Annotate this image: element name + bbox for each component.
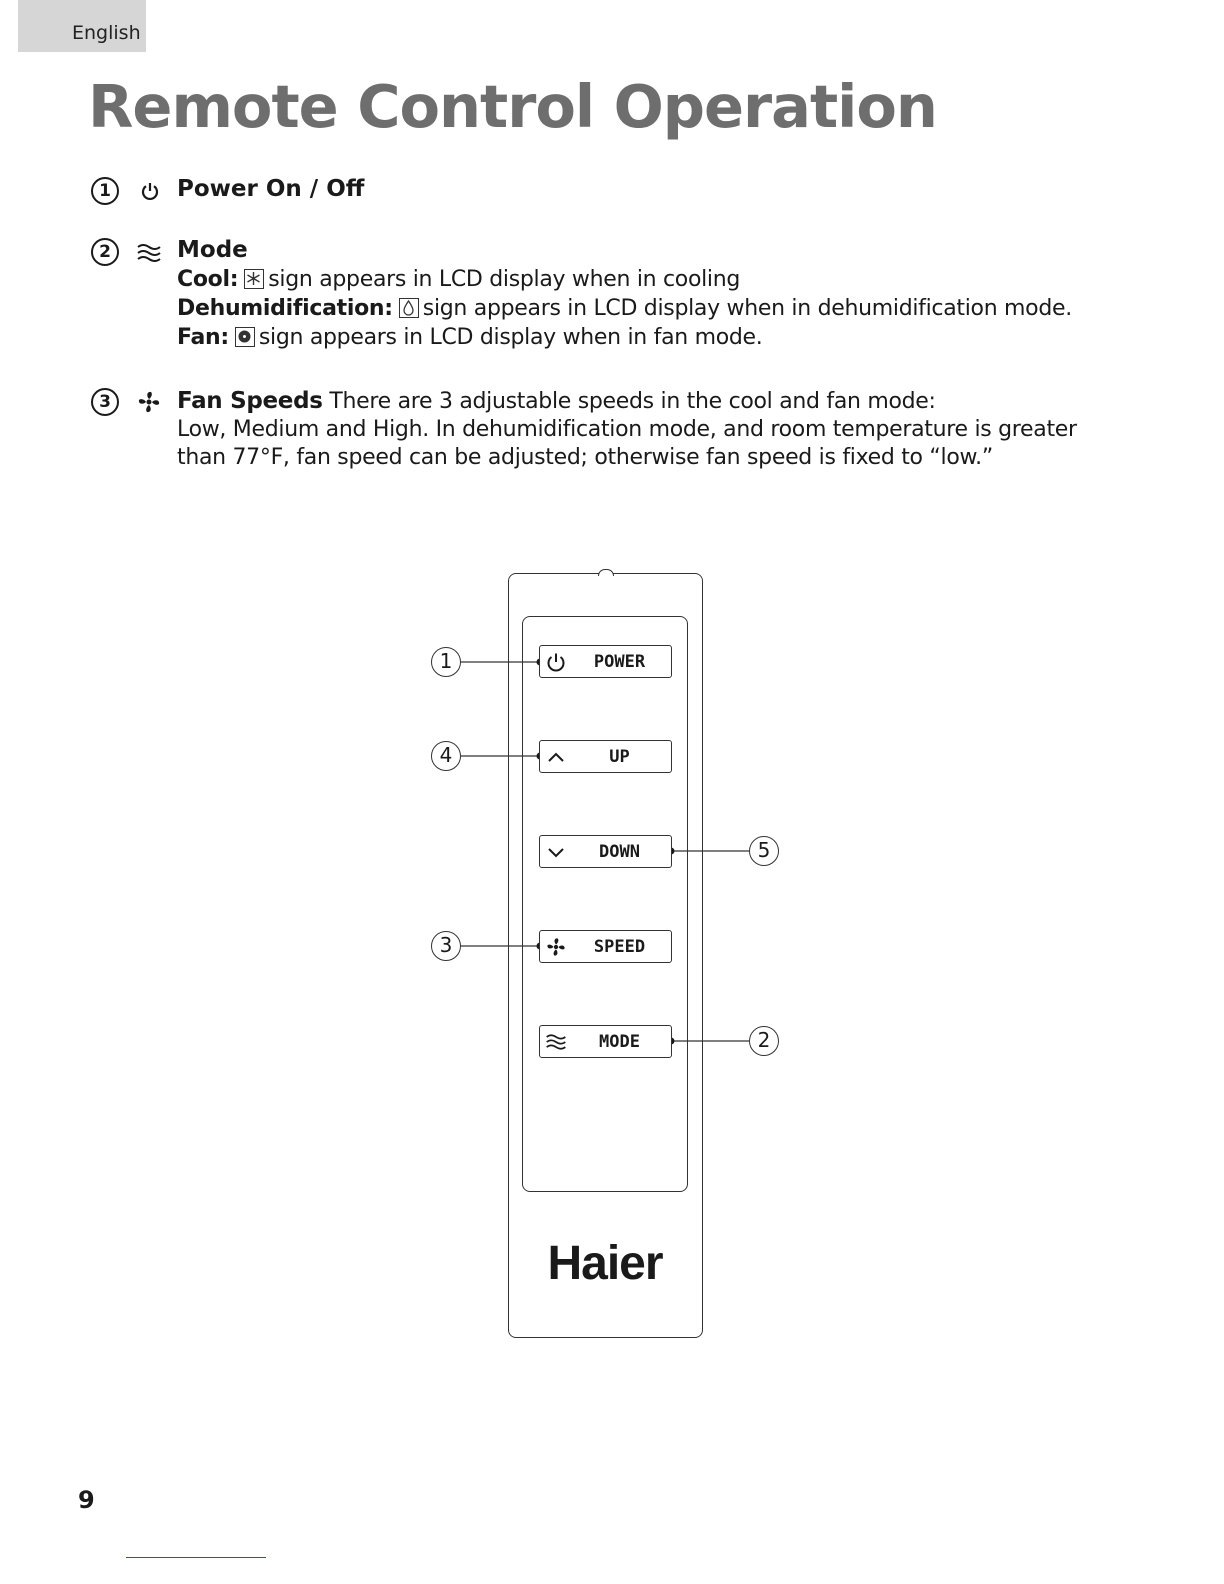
- section-heading-power: Power On / Off: [177, 176, 365, 202]
- cool-term: Cool:: [177, 267, 239, 292]
- dehumidification-description: sign appears in LCD display when in dehumidification mode.: [422, 296, 1072, 321]
- fan-description: sign appears in LCD display when in fan mode.: [258, 325, 763, 350]
- speed-button-label: SPEED: [593, 937, 646, 957]
- fan-speeds-line-2: Low, Medium and High. In dehumidification mode, and room temperature is greater: [177, 417, 1077, 442]
- language-tab: English: [18, 0, 146, 52]
- fan-speed-icon: [545, 936, 567, 958]
- mode-button-label: MODE: [599, 1032, 640, 1052]
- cool-description: sign appears in LCD display when in cooling: [268, 267, 741, 292]
- power-icon: [545, 651, 567, 673]
- page-number: 9: [78, 1486, 95, 1514]
- callout-mode: 2: [749, 1026, 779, 1056]
- fan-speeds-text-1: There are 3 adjustable speeds in the cool and fan mode:: [329, 389, 936, 414]
- callout-up: 4: [431, 741, 461, 771]
- power-button-label: POWER: [593, 652, 646, 672]
- section-number-1: 1: [91, 177, 119, 205]
- mode-waves-icon: [545, 1031, 567, 1053]
- chevron-down-icon: [545, 841, 567, 863]
- callout-speed: 3: [431, 931, 461, 961]
- down-button-label: DOWN: [599, 842, 640, 862]
- footer-rule: [126, 1557, 266, 1558]
- section-heading-mode: Mode: [177, 237, 248, 263]
- dehumidification-term: Dehumidification:: [177, 296, 393, 321]
- section-number-2: 2: [91, 238, 119, 266]
- chevron-up-icon: [545, 746, 567, 768]
- brand-logo: Haier: [547, 1237, 663, 1290]
- up-button-label: UP: [609, 747, 630, 767]
- up-button[interactable]: [539, 740, 672, 773]
- callout-down: 5: [749, 836, 779, 866]
- speed-button[interactable]: [539, 930, 672, 963]
- section-heading-fan-speeds: Fan Speeds: [177, 388, 323, 414]
- down-button[interactable]: [539, 835, 672, 868]
- page-title: Remote Control Operation: [88, 72, 937, 141]
- fan-speeds-line-3: than 77°F, fan speed can be adjusted; otherwise fan speed is fixed to “low.”: [177, 445, 993, 470]
- section-number-3: 3: [91, 388, 119, 416]
- callout-power: 1: [431, 647, 461, 677]
- mode-button[interactable]: [539, 1025, 672, 1058]
- power-button[interactable]: [539, 645, 672, 678]
- fan-term: Fan:: [177, 325, 229, 350]
